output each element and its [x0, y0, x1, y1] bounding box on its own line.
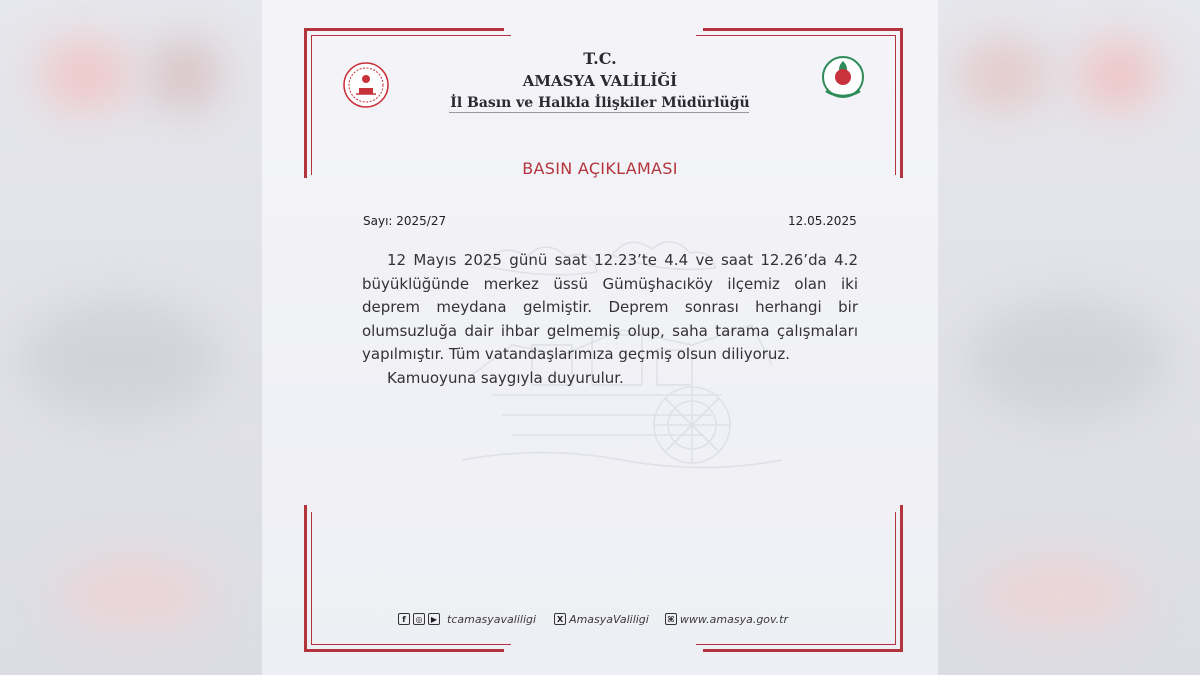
x-icon[interactable]: X	[554, 613, 566, 625]
header-line-valilik: AMASYA VALİLİĞİ	[522, 72, 678, 90]
frame-top-left-h-inner	[311, 35, 511, 36]
frame-bottom-left-h-inner	[311, 644, 511, 645]
blurred-background-left	[0, 0, 262, 675]
frame-bottom-right-h	[703, 649, 903, 652]
frame-top-right-h-inner	[696, 35, 896, 36]
body-paragraph-2: Kamuoyuna saygıyla duyurulur.	[387, 368, 624, 387]
body-text	[362, 249, 858, 390]
facebook-icon[interactable]: f	[398, 613, 410, 625]
document-date: 12.05.2025	[788, 214, 857, 228]
frame-top-right-h	[703, 28, 903, 31]
frame-top-left-h	[304, 28, 504, 31]
footer	[398, 610, 788, 628]
page-title: BASIN AÇIKLAMASI	[522, 159, 678, 178]
blurred-background-right	[938, 0, 1200, 675]
frame-bottom-right-h-inner	[696, 644, 896, 645]
body-paragraph-1: 12 Mayıs 2025 günü saat 12.23’te 4.4 ve saat 12.26’da 4.2 büyüklüğünde merkez üssü Gümüşhacıköy ilçemiz olan iki deprem meydana gelmiştir. Deprem sonrası herhangi bir olumsuzluğa dair ihbar gelmemiş olup, saha tarama çalışmaları yapılmıştır. Tüm vatandaşlarımıza geçmiş olsun diliyoruz.	[362, 251, 858, 363]
header	[262, 48, 938, 114]
x-handle[interactable]: AmasyaValiligi	[569, 612, 649, 626]
web-icon[interactable]: ⌘	[665, 613, 677, 625]
website-link[interactable]: www.amasya.gov.tr	[679, 612, 788, 626]
header-underline	[449, 112, 749, 113]
frame-bottom-right-v	[900, 505, 903, 652]
frame-bottom-right-v-inner	[895, 512, 896, 645]
youtube-icon[interactable]: ▶	[428, 613, 440, 625]
press-release-card	[262, 0, 938, 675]
header-line-mudurluk: İl Basın ve Halkla İlişkiler Müdürlüğü	[450, 95, 750, 111]
document-number: Sayı: 2025/27	[363, 214, 447, 228]
frame-bottom-left-h	[304, 649, 504, 652]
header-line-tc: T.C.	[583, 49, 617, 68]
frame-bottom-left-v-inner	[311, 512, 312, 645]
social-handle[interactable]: tcamasyavaliligi	[447, 612, 537, 626]
frame-bottom-left-v	[304, 505, 307, 652]
instagram-icon[interactable]: ◎	[413, 613, 425, 625]
